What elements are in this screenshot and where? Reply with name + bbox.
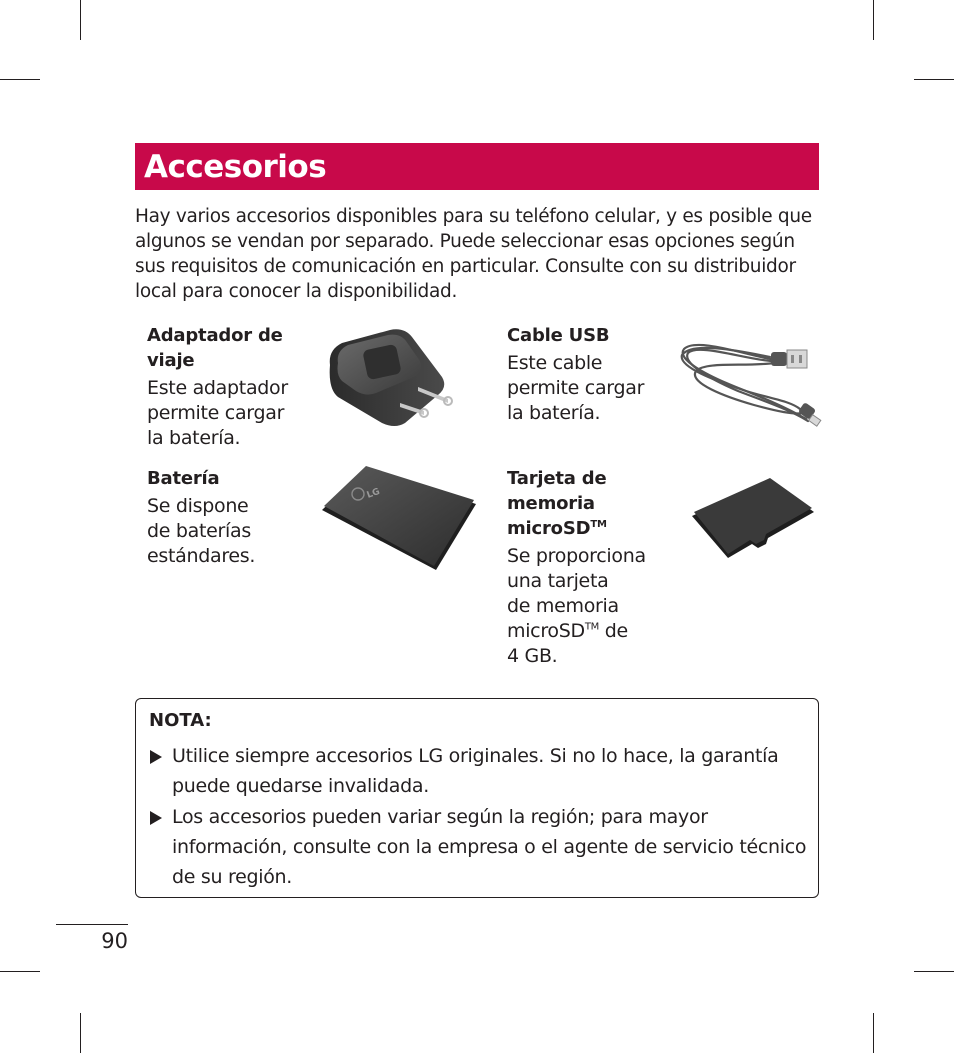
note-item: Utilice siempre accesorios LG originales. Si no lo hace, la garantía puede quedarse invalidada. <box>148 741 808 801</box>
microsd-title: Tarjeta de memoria microSD™ <box>507 468 607 539</box>
note-item: Los accesorios pueden variar según la región; para mayor información, consulte con la empresa o el agente de servicio técnico de su región. <box>148 802 808 892</box>
usb-cable-title: Cable USB <box>507 325 610 346</box>
battery-logo-text: LG <box>365 486 382 501</box>
microsd-card-image <box>688 478 818 562</box>
note-box <box>135 698 819 898</box>
crop-mark <box>0 971 40 972</box>
crop-mark <box>914 79 954 80</box>
page-number-rule <box>56 924 128 925</box>
crop-mark <box>0 79 40 80</box>
adapter-title: Adaptador de viaje <box>147 325 283 371</box>
intro-paragraph: Hay varios accesorios disponibles para su teléfono celular, y es posible que algunos se vendan por separado. Puede seleccionar esas opciones según sus requisitos de comunicación en particular. Consulte con su distribuidor local para conocer la disponibilidad. <box>135 206 812 302</box>
crop-mark <box>80 1013 81 1053</box>
crop-mark <box>873 1013 874 1053</box>
page-number: 90 <box>101 929 128 953</box>
usb-cable-image <box>676 335 826 435</box>
bullet-arrow-icon <box>150 811 162 825</box>
note-title: NOTA: <box>149 710 212 731</box>
microsd-description: Se proporciona una tarjeta de memoria microSD™ de 4 GB. <box>507 545 646 667</box>
crop-mark <box>873 0 874 40</box>
travel-adapter-image <box>320 325 470 430</box>
crop-mark <box>80 0 81 40</box>
battery-title: Batería <box>147 468 220 489</box>
crop-mark <box>914 971 954 972</box>
bullet-arrow-icon <box>150 750 162 764</box>
page-title: Accesorios <box>144 149 327 185</box>
section-header <box>135 143 819 190</box>
adapter-description: Este adaptador permite cargar la batería. <box>147 377 288 449</box>
battery-description: Se dispone de baterías estándares. <box>147 495 256 567</box>
usb-cable-description: Este cable permite cargar la batería. <box>507 352 645 424</box>
battery-image <box>318 464 478 574</box>
